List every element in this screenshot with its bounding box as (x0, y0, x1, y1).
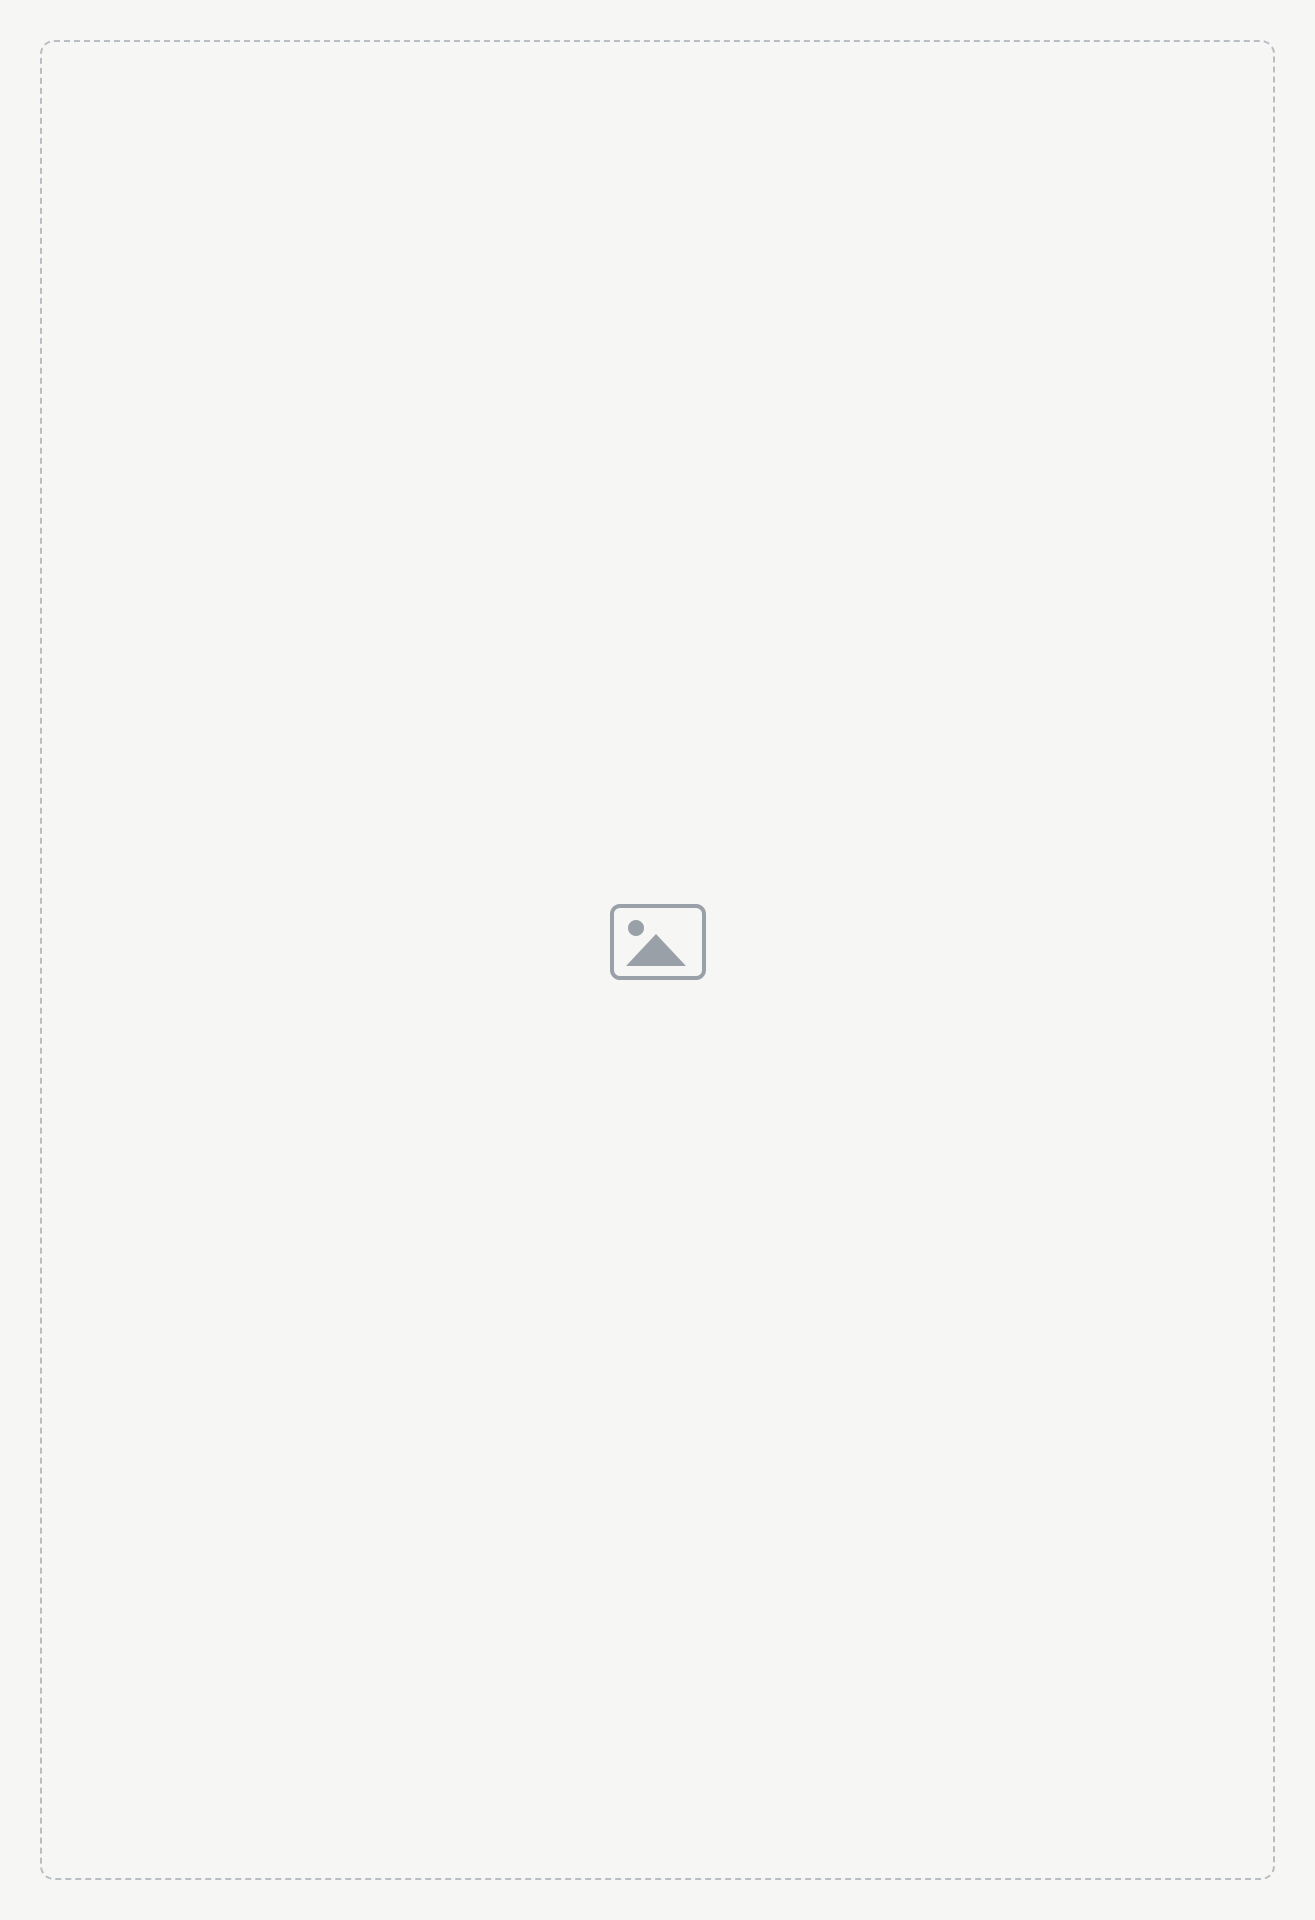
missing-image-icon (610, 904, 706, 980)
empty-placeholder-frame (40, 40, 1275, 1880)
